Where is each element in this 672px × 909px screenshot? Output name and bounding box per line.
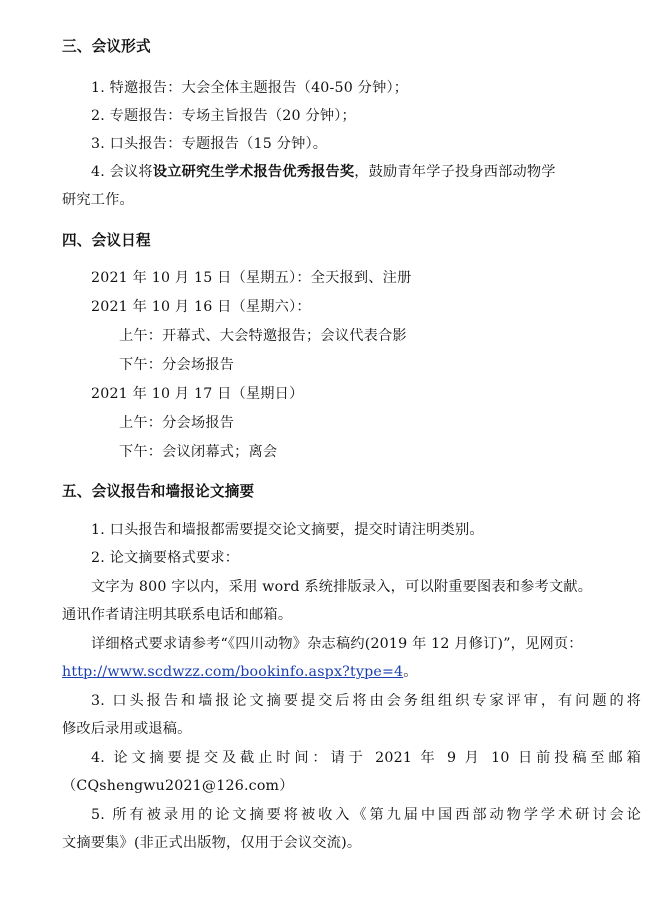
abstract-item-4-email: （CQshengwu2021@126.com）: [62, 778, 294, 794]
abstract-item-3: 3. 口头报告和墙报论文摘要提交后将由会务组组织专家评审，有问题的将: [91, 693, 641, 709]
abstract-item-5: 5. 所有被录用的论文摘要将被收入《第九届中国西部动物学学术研讨会论: [91, 807, 641, 823]
format-item-1: 1. 特邀报告：大会全体主题报告（40-50 分钟）；: [91, 80, 409, 96]
abstract-item-3-continuation: 修改后录用或退稿。: [62, 721, 192, 737]
schedule-day-2: 2021 年 10 月 16 日（星期六）：: [91, 299, 311, 315]
schedule-day-3: 2021 年 10 月 17 日（星期日）: [91, 386, 304, 402]
abstract-item-5-continuation: 文摘要集》(非正式出版物，仅用于会议交流)。: [62, 835, 362, 851]
schedule-day-3-afternoon: 下午：会议闭幕式；离会: [119, 444, 278, 460]
section-heading-abstracts: 五、会议报告和墙报论文摘要: [62, 483, 255, 500]
abstract-format-reference: 详细格式要求请参考“《四川动物》杂志稿约(2019 年 12 月修订)”，见网页：: [91, 636, 583, 652]
format-item-4: [91, 162, 556, 182]
format-item-4-prefix: 4. 会议将: [91, 164, 153, 180]
section-heading-schedule: 四、会议日程: [62, 232, 151, 249]
guideline-link[interactable]: http://www.scdwzz.com/bookinfo.aspx?type=4: [62, 664, 404, 680]
schedule-day-3-morning: 上午：分会场报告: [119, 415, 235, 431]
schedule-day-1: 2021 年 10 月 15 日（星期五）：全天报到、注册: [91, 270, 412, 286]
format-item-2: 2. 专题报告：专场主旨报告（20 分钟）；: [91, 108, 356, 124]
schedule-day-2-afternoon: 下午：分会场报告: [119, 357, 235, 373]
format-item-3: 3. 口头报告：专题报告（15 分钟）。: [91, 136, 328, 152]
abstract-item-4: 4. 论文摘要提交及截止时间：请于 2021 年 9 月 10 日前投稿至邮箱: [91, 750, 641, 766]
abstract-format-text-continuation: 通讯作者请注明其联系电话和邮箱。: [62, 607, 293, 623]
format-item-4-continuation: 研究工作。: [62, 192, 134, 208]
award-highlight: 设立研究生学术报告优秀报告奖: [152, 164, 355, 180]
abstract-format-text: 文字为 800 字以内，采用 word 系统排版录入，可以附重要图表和参考文献。: [91, 579, 593, 595]
schedule-day-2-morning: 上午：开幕式、大会特邀报告；会议代表合影: [119, 328, 407, 344]
abstract-item-2: 2. 论文摘要格式要求：: [91, 550, 240, 566]
format-item-4-suffix: ，鼓励青年学子投身西部动物学: [354, 164, 556, 180]
abstract-item-1: 1. 口头报告和墙报都需要提交论文摘要，提交时请注明类别。: [91, 522, 484, 538]
abstract-guideline-link-line: [62, 662, 418, 682]
section-heading-meeting-format: 三、会议形式: [62, 38, 151, 55]
link-suffix: 。: [403, 664, 418, 680]
